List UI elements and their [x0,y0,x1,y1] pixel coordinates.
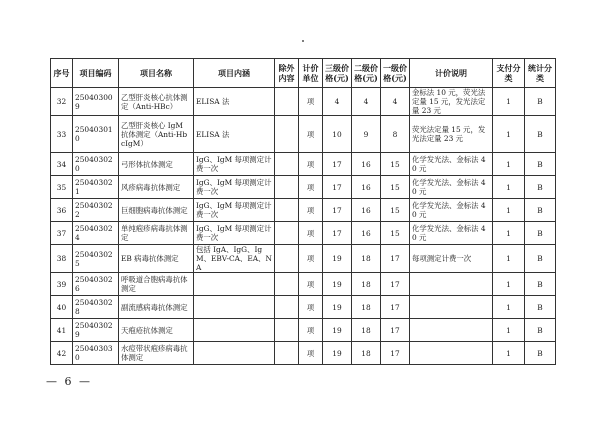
cell-p1: 4 [381,88,410,116]
cell-code: 250403020 [73,153,119,176]
cell-p2: 18 [352,296,381,319]
cell-code: 250403029 [73,319,119,342]
scan-dot [302,40,304,42]
cell-no: 34 [51,153,73,176]
cell-content: IgG、IgM 每项测定计费一次 [194,153,275,176]
cell-excl [275,88,299,116]
cell-content [194,319,275,342]
cell-p3: 17 [323,176,352,199]
cell-stat: B [525,296,556,319]
cell-unit: 项 [299,199,323,222]
header-cell: 计价单位 [299,59,323,88]
cell-code: 250403009 [73,88,119,116]
cell-p2: 16 [352,176,381,199]
cell-content: ELISA 法 [194,116,275,153]
cell-p1: 15 [381,153,410,176]
table-row [51,342,556,365]
cell-stat: B [525,319,556,342]
cell-unit: 项 [299,153,323,176]
header-cell: 序号 [51,59,73,88]
cell-unit: 项 [299,116,323,153]
cell-code: 250403028 [73,296,119,319]
cell-stat: B [525,222,556,245]
table-row [51,199,556,222]
table-row [51,296,556,319]
header-cell: 项目名称 [119,59,194,88]
cell-unit: 项 [299,88,323,116]
cell-no: 39 [51,273,73,296]
cell-p2: 18 [352,273,381,296]
cell-p1: 15 [381,199,410,222]
cell-p2: 16 [352,153,381,176]
cell-note: 荧光法定量 15 元，发光法定量 23 元 [410,116,493,153]
cell-no: 32 [51,88,73,116]
cell-content: IgG、IgM 每项测定计费一次 [194,176,275,199]
cell-note: 每项测定计费一次 [410,245,493,273]
cell-stat: B [525,176,556,199]
cell-name: 天疱疮抗体测定 [119,319,194,342]
cell-stat: B [525,273,556,296]
cell-note: 化学发光法、金标法 40 元 [410,176,493,199]
cell-p1: 17 [381,245,410,273]
cell-content: IgG、IgM 每项测定计费一次 [194,199,275,222]
cell-name: 风疹病毒抗体测定 [119,176,194,199]
cell-excl [275,199,299,222]
header-cell: 三级价格(元) [323,59,352,88]
cell-unit: 项 [299,319,323,342]
cell-stat: B [525,245,556,273]
cell-code: 250403026 [73,273,119,296]
cell-stat: B [525,116,556,153]
header-cell: 除外内容 [275,59,299,88]
cell-stat: B [525,88,556,116]
cell-note [410,273,493,296]
cell-p1: 17 [381,296,410,319]
cell-p3: 17 [323,153,352,176]
header-cell: 支付分类 [493,59,525,88]
cell-p3: 17 [323,199,352,222]
cell-content: 包括 IgA、IgG、IgM、EBV-CA、EA、NA [194,245,275,273]
header-row [51,59,556,88]
cell-p1: 17 [381,319,410,342]
cell-pay: 1 [493,116,525,153]
cell-p2: 18 [352,245,381,273]
cell-no: 35 [51,176,73,199]
cell-excl [275,273,299,296]
cell-excl [275,319,299,342]
cell-p3: 19 [323,342,352,365]
cell-unit: 项 [299,222,323,245]
cell-p1: 15 [381,176,410,199]
cell-p1: 15 [381,222,410,245]
cell-pay: 1 [493,176,525,199]
cell-p3: 19 [323,273,352,296]
cell-name: 巨细胞病毒抗体测定 [119,199,194,222]
cell-p3: 19 [323,296,352,319]
cell-excl [275,176,299,199]
cell-p2: 4 [352,88,381,116]
cell-pay: 1 [493,319,525,342]
cell-name: 乙型肝炎核心抗体测定（Anti-HBc） [119,88,194,116]
cell-pay: 1 [493,153,525,176]
cell-excl [275,153,299,176]
cell-excl [275,222,299,245]
cell-code: 250403021 [73,176,119,199]
table-row [51,153,556,176]
cell-name: 呼吸道合胞病毒抗体测定 [119,273,194,296]
cell-unit: 项 [299,296,323,319]
cell-p2: 18 [352,342,381,365]
cell-note: 金标法 10 元，荧光法定量 15 元，发光法定量 23 元 [410,88,493,116]
table-row [51,116,556,153]
cell-p3: 19 [323,319,352,342]
cell-p3: 17 [323,222,352,245]
cell-content [194,296,275,319]
cell-excl [275,116,299,153]
cell-code: 250403024 [73,222,119,245]
cell-name: EB 病毒抗体测定 [119,245,194,273]
cell-pay: 1 [493,342,525,365]
header-cell: 统计分类 [525,59,556,88]
table-row [51,222,556,245]
table-row [51,176,556,199]
cell-code: 250403030 [73,342,119,365]
header-cell: 项目内涵 [194,59,275,88]
cell-note [410,296,493,319]
cell-stat: B [525,199,556,222]
cell-excl [275,245,299,273]
cell-code: 250403022 [73,199,119,222]
cell-p2: 9 [352,116,381,153]
cell-p1: 8 [381,116,410,153]
price-table [50,58,556,365]
cell-name: 水痘带状疱疹病毒抗体测定 [119,342,194,365]
header-cell: 二级价格(元) [352,59,381,88]
cell-p1: 17 [381,342,410,365]
cell-stat: B [525,342,556,365]
cell-name: 单纯疱疹病毒抗体测定 [119,222,194,245]
table-row [51,319,556,342]
cell-code: 250403010 [73,116,119,153]
cell-no: 37 [51,222,73,245]
table-row [51,273,556,296]
table-row [51,88,556,116]
page-number: — 6 — [46,375,92,388]
cell-pay: 1 [493,245,525,273]
cell-no: 38 [51,245,73,273]
cell-p1: 17 [381,273,410,296]
cell-content: ELISA 法 [194,88,275,116]
cell-p2: 16 [352,222,381,245]
cell-excl [275,296,299,319]
cell-no: 40 [51,296,73,319]
table-row [51,245,556,273]
header-cell: 一级价格(元) [381,59,410,88]
cell-stat: B [525,153,556,176]
cell-pay: 1 [493,273,525,296]
cell-content [194,273,275,296]
cell-unit: 项 [299,273,323,296]
cell-no: 42 [51,342,73,365]
cell-no: 36 [51,199,73,222]
cell-pay: 1 [493,296,525,319]
header-cell: 计价说明 [410,59,493,88]
cell-note: 化学发光法、金标法 40 元 [410,222,493,245]
cell-no: 33 [51,116,73,153]
cell-pay: 1 [493,222,525,245]
cell-content: IgG、IgM 每项测定计费一次 [194,222,275,245]
header-cell: 项目编码 [73,59,119,88]
cell-content [194,342,275,365]
cell-note [410,342,493,365]
cell-p3: 10 [323,116,352,153]
cell-unit: 项 [299,245,323,273]
cell-unit: 项 [299,342,323,365]
cell-note [410,319,493,342]
cell-p2: 18 [352,319,381,342]
cell-p2: 16 [352,199,381,222]
cell-no: 41 [51,319,73,342]
cell-p3: 4 [323,88,352,116]
cell-pay: 1 [493,199,525,222]
cell-note: 化学发光法、金标法 40 元 [410,199,493,222]
cell-excl [275,342,299,365]
cell-name: 弓形体抗体测定 [119,153,194,176]
cell-unit: 项 [299,176,323,199]
cell-name: 副流感病毒抗体测定 [119,296,194,319]
cell-p3: 19 [323,245,352,273]
cell-pay: 1 [493,88,525,116]
cell-code: 250403025 [73,245,119,273]
cell-name: 乙型肝炎核心 IgM 抗体测定（Anti-HbcIgM） [119,116,194,153]
cell-note: 化学发光法、金标法 40 元 [410,153,493,176]
